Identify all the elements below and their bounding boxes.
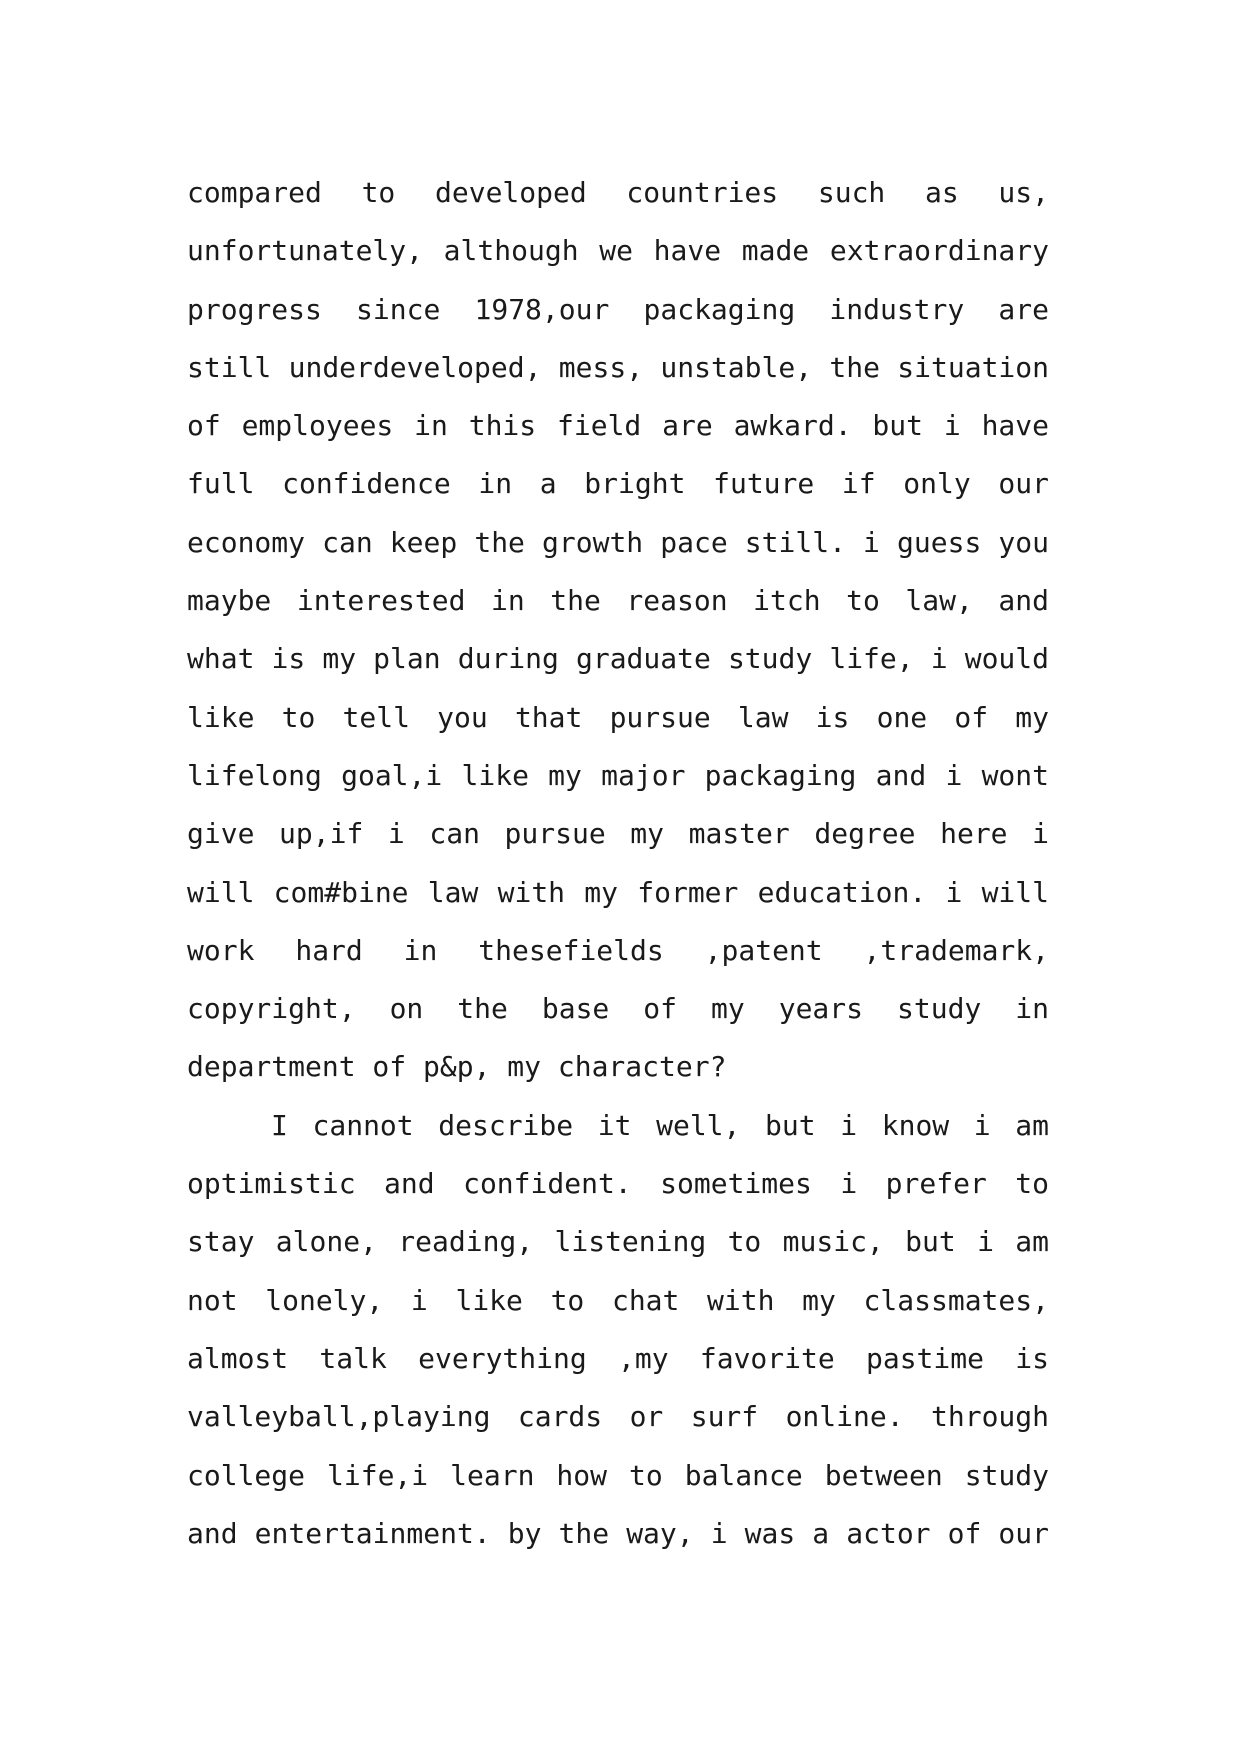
text-line: full confidence in a bright future if only our [187, 467, 1049, 501]
text-line: maybe interested in the reason itch to law, and [187, 584, 1049, 618]
text-line: what is my plan during graduate study life, i would [187, 642, 1049, 676]
text-line: stay alone, reading, listening to music, but i am [187, 1225, 1049, 1259]
text-line: almost talk everything ,my favorite pastime is [187, 1341, 1049, 1375]
paragraph-start-line: I cannot describe it well, but i know i am [271, 1108, 1049, 1142]
text-line: optimistic and confident. sometimes i prefer to [187, 1167, 1049, 1201]
text-line: give up,if i can pursue my master degree here i [187, 817, 1049, 851]
text-line: college life,i learn how to balance between study [187, 1458, 1049, 1492]
text-line: valleyball,playing cards or surf online. through [187, 1400, 1049, 1434]
text-line: lifelong goal,i like my major packaging and i wont [187, 758, 1049, 792]
text-line: still underdeveloped, mess, unstable, the situation [187, 350, 1049, 384]
text-line: like to tell you that pursue law is one of my [187, 700, 1049, 734]
text-line: copyright, on the base of my years study in [187, 992, 1049, 1026]
body-text [187, 164, 1049, 1563]
text-line: will com#bine law with my former education. i will [187, 875, 1049, 909]
text-line: unfortunately, although we have made extraordinary [187, 234, 1049, 268]
text-line: economy can keep the growth pace still. i guess you [187, 525, 1049, 559]
text-line: department of p&p, my character? [187, 1050, 727, 1084]
text-line: not lonely, i like to chat with my classmates, [187, 1283, 1049, 1317]
text-line: work hard in thesefields ,patent ,trademark, [187, 933, 1049, 967]
text-line: compared to developed countries such as us, [187, 176, 1049, 209]
text-line: and entertainment. by the way, i was a actor of our [187, 1516, 1049, 1550]
text-line: progress since 1978,our packaging industry are [187, 292, 1049, 326]
text-line: of employees in this field are awkard. but i have [187, 409, 1049, 443]
